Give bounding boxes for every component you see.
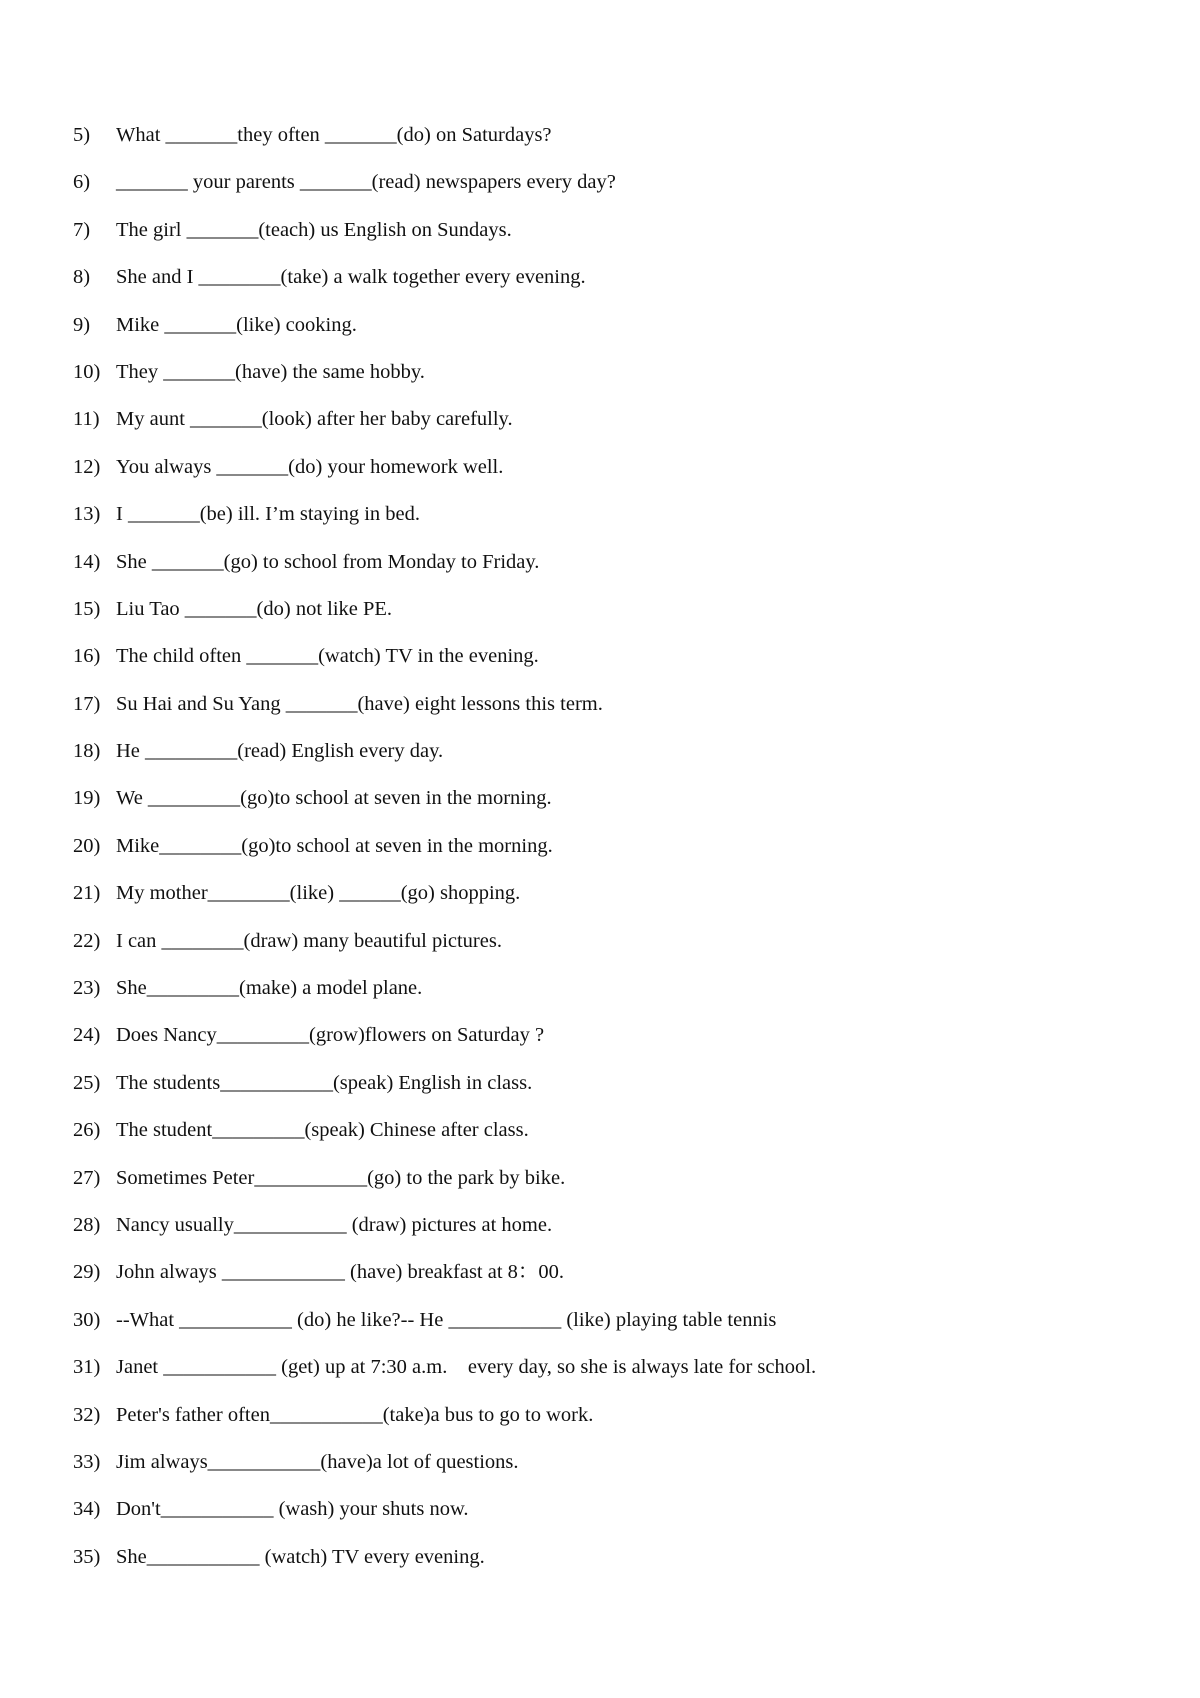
item-number: 24) [73, 1024, 101, 1047]
exercise-item [0, 692, 1200, 739]
item-number: 31) [73, 1356, 101, 1379]
item-number: 8) [73, 266, 91, 289]
exercise-item [0, 265, 1200, 312]
item-sentence: My aunt _______(look) after her baby carefully. [116, 408, 513, 431]
item-sentence: Janet ___________ (get) up at 7:30 a.m. every day, so she is always late for school. [116, 1356, 817, 1379]
exercise-item [0, 1403, 1200, 1450]
item-sentence: She and I ________(take) a walk together every evening. [116, 266, 586, 289]
item-number: 30) [73, 1308, 101, 1331]
exercise-item [0, 1545, 1200, 1592]
item-number: 23) [73, 977, 101, 1000]
item-number: 28) [73, 1213, 101, 1236]
item-number: 15) [73, 597, 101, 620]
exercise-item [0, 170, 1200, 217]
exercise-item [0, 1308, 1200, 1355]
item-number: 9) [73, 313, 91, 336]
item-sentence: She _______(go) to school from Monday to Friday. [116, 550, 540, 573]
exercise-item [0, 644, 1200, 691]
item-sentence: They _______(have) the same hobby. [116, 360, 425, 383]
exercise-item [0, 1497, 1200, 1544]
exercise-item [0, 502, 1200, 549]
item-sentence: Sometimes Peter___________(go) to the park by bike. [116, 1166, 566, 1189]
exercise-item [0, 597, 1200, 644]
item-number: 13) [73, 503, 101, 526]
item-number: 5) [73, 124, 91, 146]
item-number: 12) [73, 455, 101, 478]
exercise-item [0, 1450, 1200, 1497]
exercise-item [0, 218, 1200, 265]
exercise-item [0, 550, 1200, 597]
item-sentence: I _______(be) ill. I’m staying in bed. [116, 503, 421, 526]
exercise-item [0, 1260, 1200, 1307]
item-sentence: We _________(go)to school at seven in the morning. [116, 787, 552, 810]
item-sentence: _______ your parents _______(read) newspapers every day? [116, 171, 616, 194]
item-number: 14) [73, 550, 101, 573]
exercise-item [0, 929, 1200, 976]
exercise-item [0, 1023, 1200, 1070]
item-number: 16) [73, 645, 101, 668]
item-number: 6) [73, 171, 91, 194]
exercise-item [0, 1118, 1200, 1165]
item-number: 29) [73, 1261, 101, 1284]
item-number: 10) [73, 360, 101, 383]
exercise-item [0, 407, 1200, 454]
item-number: 34) [73, 1498, 101, 1521]
item-number: 22) [73, 929, 101, 952]
item-sentence: Su Hai and Su Yang _______(have) eight lessons this term. [116, 692, 603, 715]
exercise-item [0, 881, 1200, 928]
item-sentence: --What ___________ (do) he like?-- He ___________ (like) playing table tennis [116, 1308, 777, 1331]
item-number: 32) [73, 1403, 101, 1426]
item-sentence: Jim always___________(have)a lot of questions. [116, 1450, 519, 1473]
item-sentence: Mike________(go)to school at seven in the morning. [116, 834, 553, 857]
item-sentence: She___________ (watch) TV every evening. [116, 1545, 485, 1568]
exercise-item [0, 1355, 1200, 1402]
item-number: 33) [73, 1450, 101, 1473]
item-number: 26) [73, 1119, 101, 1142]
item-number: 27) [73, 1166, 101, 1189]
item-sentence: Mike _______(like) cooking. [116, 313, 357, 336]
exercise-item [0, 834, 1200, 881]
item-number: 7) [73, 218, 91, 241]
item-sentence: Peter's father often___________(take)a bus to go to work. [116, 1403, 594, 1426]
exercise-item [0, 360, 1200, 407]
exercise-item [0, 455, 1200, 502]
item-sentence: The student_________(speak) Chinese after class. [116, 1119, 529, 1142]
item-sentence: Don't___________ (wash) your shuts now. [116, 1498, 469, 1521]
item-sentence: Does Nancy_________(grow)flowers on Saturday ? [116, 1024, 545, 1047]
item-sentence: He _________(read) English every day. [116, 740, 444, 763]
item-sentence: What _______they often _______(do) on Saturdays? [116, 124, 552, 146]
exercise-item [0, 739, 1200, 786]
item-sentence: Nancy usually___________ (draw) pictures at home. [116, 1213, 553, 1236]
item-sentence: I can ________(draw) many beautiful pictures. [116, 929, 502, 952]
item-sentence: The girl _______(teach) us English on Sundays. [116, 218, 512, 241]
item-sentence: The students___________(speak) English in class. [116, 1071, 533, 1094]
item-sentence: You always _______(do) your homework well. [116, 455, 504, 478]
item-sentence: Liu Tao _______(do) not like PE. [116, 597, 393, 620]
exercise-list [0, 123, 1200, 1592]
item-sentence: The child often _______(watch) TV in the evening. [116, 645, 539, 668]
item-sentence: My mother________(like) ______(go) shopping. [116, 882, 521, 905]
item-number: 19) [73, 787, 101, 810]
item-number: 17) [73, 692, 101, 715]
item-sentence: John always ____________ (have) breakfast at 8：00. [116, 1261, 565, 1284]
item-number: 35) [73, 1545, 101, 1568]
exercise-item [0, 1213, 1200, 1260]
item-number: 11) [73, 408, 100, 431]
exercise-item [0, 123, 1200, 170]
item-number: 20) [73, 834, 101, 857]
exercise-item [0, 786, 1200, 833]
exercise-item [0, 1166, 1200, 1213]
item-sentence: She_________(make) a model plane. [116, 977, 423, 1000]
item-number: 18) [73, 740, 101, 763]
exercise-item [0, 313, 1200, 360]
exercise-item [0, 976, 1200, 1023]
item-number: 25) [73, 1071, 101, 1094]
item-number: 21) [73, 882, 101, 905]
exercise-item [0, 1071, 1200, 1118]
